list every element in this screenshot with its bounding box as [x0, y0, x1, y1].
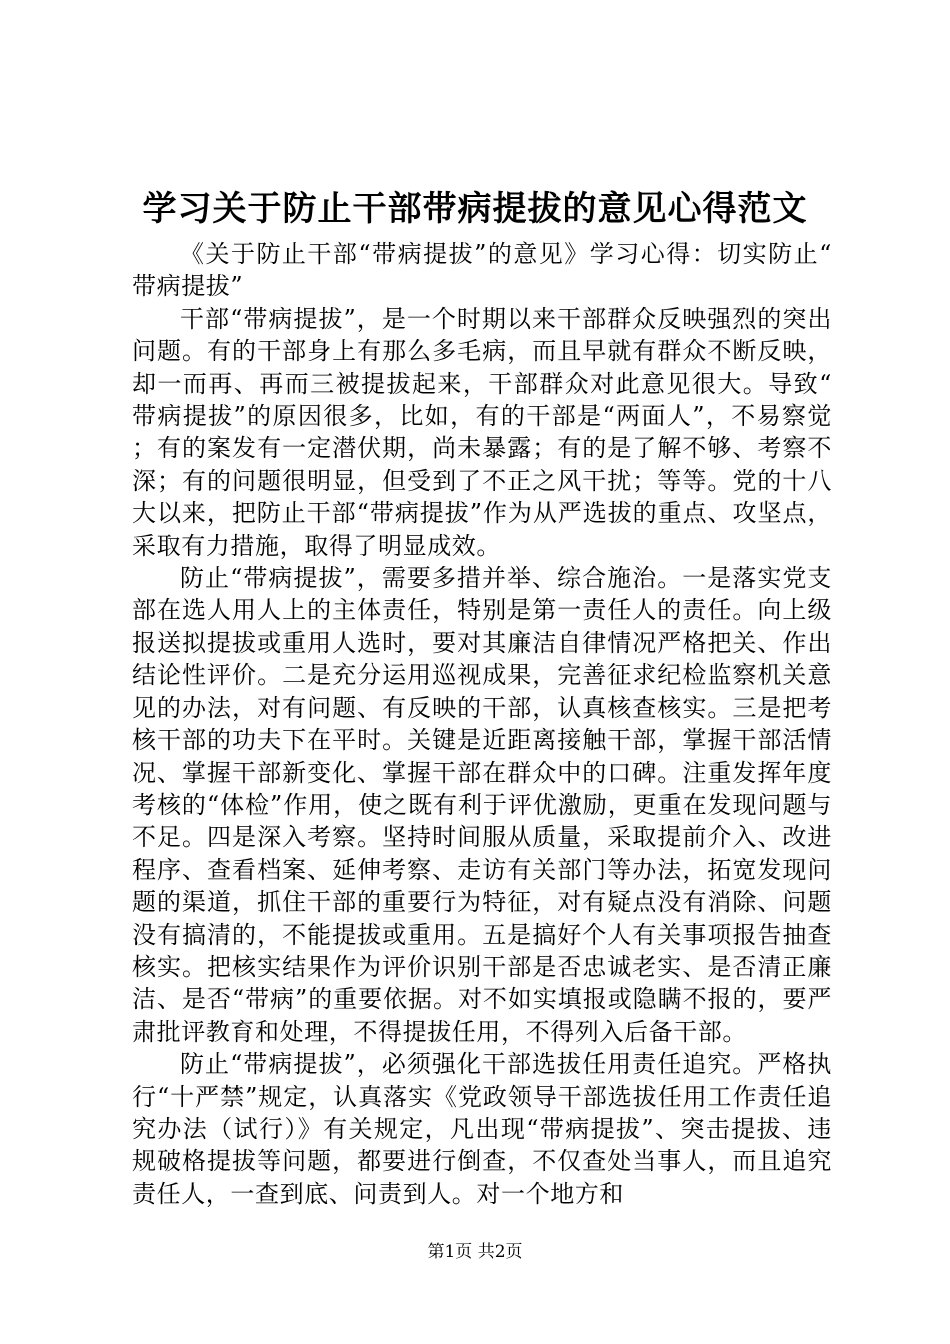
paragraph: 防止“带病提拔”，需要多措并举、综合施治。一是落实党支部在选人用人上的主体责任，特别是第一责任人的责任。向上级报送拟提拔或重用人选时，要对其廉洁自律情况严格把关、作出结论性评价。二是充分运用巡视成果，完善征求纪检监察机关意见的办法，对有问题、有反映的干部，认真核查核实。三是把考核干部的功夫下在平时。关键是近距离接触干部，掌握干部活情况、掌握干部新变化、掌握干部在群众中的口碑。注重发挥年度考核的“体检”作用，使之既有利于评优激励，更重在发现问题与不足。四是深入考察。坚持时间服从质量，采取提前介入、改进程序、查看档案、延伸考察、走访有关部门等办法，拓宽发现问题的渠道，抓住干部的重要行为特征，对有疑点没有消除、问题没有搞清的，不能提拔或重用。五是搞好个人有关事项报告抽查核实。把核实结果作为评价识别干部是否忠诚老实、是否清正廉洁、是否“带病”的重要依据。对不如实填报或隐瞒不报的，要严肃批评教育和处理，不得提拔任用，不得列入后备干部。 [132, 564, 832, 1046]
document-title: 学习关于防止干部带病提拔的意见心得范文 [142, 189, 808, 229]
paragraph: 防止“带病提拔”，必须强化干部选拔任用责任追究。严格执行“十严禁”规定，认真落实《党政领导干部选拔任用工作责任追究办法（试行）》有关规定，凡出现“带病提拔”、突击提拔、违规破格提拔等问题，都要进行倒查，不仅查处当事人，而且追究责任人，一查到底、问责到人。对一个地方和 [132, 1050, 832, 1208]
page-number-footer: 第1页 共2页 [427, 1242, 523, 1262]
paragraph: 《关于防止干部“带病提拔”的意见》学习心得：切实防止“带病提拔” [132, 240, 832, 301]
document-body [132, 238, 832, 1210]
paragraph: 干部“带病提拔”，是一个时期以来干部群众反映强烈的突出问题。有的干部身上有那么多毛病，而且早就有群众不断反映，却一而再、再而三被提拔起来，干部群众对此意见很大。导致“带病提拔”的原因很多，比如，有的干部是“两面人”，不易察觉；有的案发有一定潜伏期，尚未暴露；有的是了解不够、考察不深；有的问题很明显，但受到了不正之风干扰；等等。党的十八大以来，把防止干部“带病提拔”作为从严选拔的重点、攻坚点，采取有力措施，取得了明显成效。 [132, 304, 832, 560]
